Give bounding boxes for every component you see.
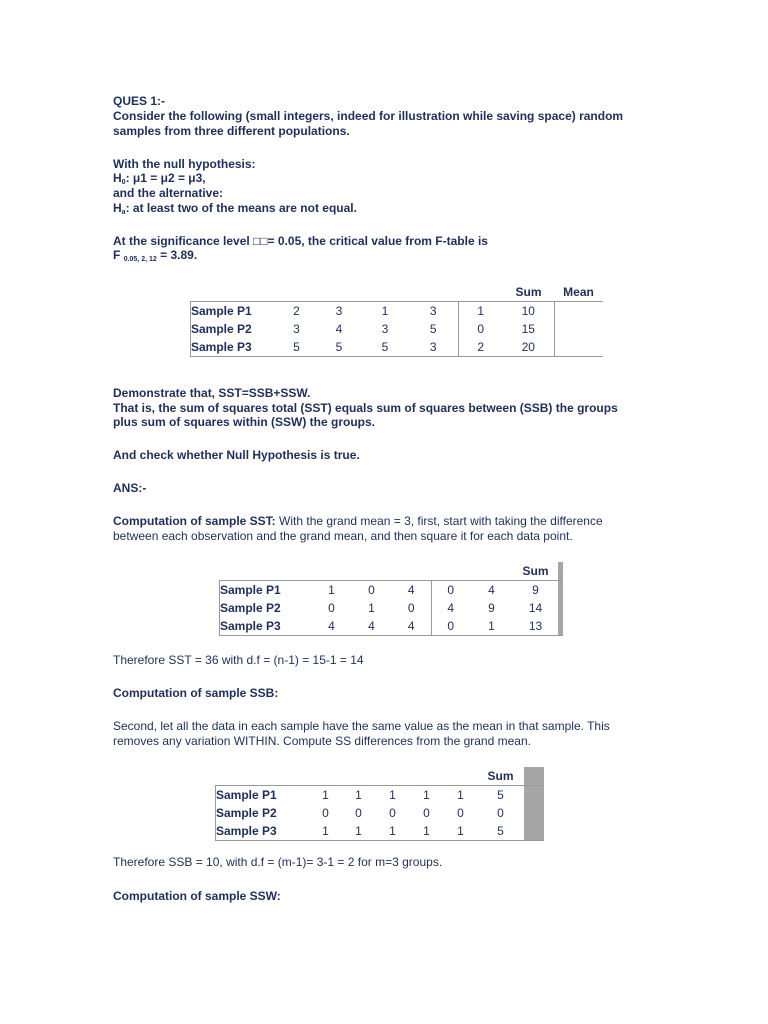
- f-critical-value: F $_{0.05, 2, 12}$ = 3.89.: [113, 248, 198, 263]
- table-row: [216, 786, 544, 805]
- sst-heading: Computation of sample SST:: [113, 514, 276, 528]
- ssb-result: Therefore SSB = 10, with d.f = (m-1)= 3-1 = 2 for m=3 groups.: [113, 855, 443, 869]
- cell-value: 4: [407, 619, 415, 633]
- row-label: Sample P3: [216, 822, 310, 841]
- ssb-paragraph-line-2: removes any variation WITHIN. Compute SS differences from the grand mean.: [113, 734, 531, 748]
- table-row: [220, 581, 563, 600]
- cell-value: 3: [429, 340, 437, 354]
- cell-value: 3: [335, 304, 343, 318]
- cell-value: 1: [355, 824, 362, 838]
- cell-value: 4: [368, 619, 375, 633]
- row-label: Sample P2: [191, 320, 277, 338]
- sum-header: Sum: [487, 769, 514, 783]
- cell-value: 0: [328, 601, 335, 615]
- row-label: Sample P3: [191, 338, 277, 357]
- cell-value: 3: [429, 304, 437, 318]
- cell-value: 1: [457, 824, 464, 838]
- null-hypothesis: $H_0$: μ1 = μ2 = μ3,: [113, 171, 206, 186]
- cell-value: 2: [293, 304, 300, 318]
- sum-value: 14: [528, 601, 543, 615]
- table-row: [191, 338, 603, 357]
- that-is-line-2: plus sum of squares within (SSW) the groups.: [113, 415, 376, 429]
- table-header-row: [220, 562, 563, 581]
- table-row: [216, 804, 544, 822]
- sum-value: 5: [497, 788, 504, 802]
- cell-value: 0: [368, 583, 375, 597]
- cell-value: 0: [459, 320, 503, 338]
- sum-value: 5: [497, 824, 504, 838]
- table-row: [191, 302, 603, 321]
- row-label: Sample P3: [220, 617, 312, 636]
- sum-value: 20: [503, 338, 555, 357]
- mean-value: [555, 338, 603, 357]
- cell-value: 0: [432, 581, 470, 600]
- ssw-heading: Computation of sample SSW:: [113, 889, 281, 903]
- cell-value: 3: [381, 322, 389, 336]
- cell-value: 3: [293, 322, 300, 336]
- row-label: Sample P1: [191, 302, 277, 321]
- cell-value: 1: [488, 619, 495, 633]
- cell-value: 1: [368, 601, 375, 615]
- sum-value: 9: [532, 583, 539, 597]
- table-header-row: [216, 767, 544, 786]
- cell-value: 1: [389, 788, 396, 802]
- cell-value: 5: [429, 322, 437, 336]
- sst-table: [219, 562, 563, 636]
- cell-value: 0: [457, 806, 464, 820]
- cell-value: 4: [407, 583, 415, 597]
- sst-paragraph-line-2: between each observation and the grand mean, and then square it for each data point.: [113, 529, 573, 543]
- sum-value: 0: [497, 806, 504, 820]
- cell-value: 1: [322, 788, 329, 802]
- cell-value: 1: [328, 583, 335, 597]
- cell-value: 1: [423, 824, 430, 838]
- sum-header: Sum: [515, 284, 542, 299]
- demonstrate-line: Demonstrate that, SST=SSB+SSW.: [113, 386, 311, 400]
- table-row: [191, 320, 603, 338]
- mean-value: [555, 320, 603, 338]
- cell-value: 1: [389, 824, 396, 838]
- cell-value: 4: [335, 322, 343, 336]
- cell-value: 4: [488, 583, 495, 597]
- cell-value: 0: [407, 601, 415, 615]
- cell-value: 5: [293, 340, 300, 354]
- sum-value: 10: [503, 302, 555, 321]
- intro-line-2: samples from three different populations.: [113, 124, 350, 138]
- mean-header: Mean: [563, 284, 594, 299]
- intro-line-1: Consider the following (small integers, indeed for illustration while saving space) random: [113, 109, 624, 123]
- ssb-paragraph-line-1: Second, let all the data in each sample have the same value as the mean in that sample. This: [113, 719, 610, 733]
- sst-result: Therefore SST = 36 with d.f = (n-1) = 15-1 = 14: [113, 653, 364, 667]
- sum-value: 15: [503, 320, 555, 338]
- table-header-row: [191, 283, 603, 302]
- ssb-heading: Computation of sample SSB:: [113, 686, 279, 700]
- check-line: And check whether Null Hypothesis is true.: [113, 448, 360, 462]
- question-heading: QUES 1:-: [113, 94, 166, 108]
- samples-table: [190, 282, 603, 357]
- cell-value: 4: [328, 619, 335, 633]
- cell-value: 1: [381, 304, 389, 318]
- alternative-intro: and the alternative:: [113, 186, 224, 200]
- cell-value: 4: [432, 599, 470, 617]
- cell-value: 5: [335, 340, 343, 354]
- cell-value: 0: [389, 806, 396, 820]
- ssb-table: [215, 767, 544, 841]
- row-label: Sample P2: [216, 804, 310, 822]
- that-is-line-1: That is, the sum of squares total (SST) equals sum of squares between (SSB) the groups: [113, 401, 618, 415]
- row-label: Sample P2: [220, 599, 312, 617]
- sum-header: Sum: [522, 564, 549, 578]
- row-label: Sample P1: [220, 581, 312, 600]
- table-row: [220, 617, 563, 636]
- cell-value: 1: [423, 788, 430, 802]
- cell-value: 0: [322, 806, 329, 820]
- cell-value: 1: [355, 788, 362, 802]
- cell-value: 1: [457, 788, 464, 802]
- cell-value: 1: [322, 824, 329, 838]
- cell-value: 0: [423, 806, 430, 820]
- alternative-hypothesis: $H_a$: at least two of the means are not equal.: [113, 201, 357, 216]
- sst-paragraph-line-1: Computation of sample SST: With the grand mean = 3, first, start with taking the difference: [113, 514, 603, 528]
- cell-value: 9: [488, 601, 495, 615]
- cell-value: 1: [459, 302, 503, 321]
- sum-value: 13: [528, 619, 543, 633]
- mean-value: [555, 302, 603, 321]
- row-label: Sample P1: [216, 786, 310, 805]
- cell-value: 0: [432, 617, 470, 636]
- table-row: [216, 822, 544, 841]
- cell-value: 0: [355, 806, 362, 820]
- table-row: [220, 599, 563, 617]
- answer-heading: ANS:-: [113, 481, 147, 495]
- significance-line: At the significance level □□= 0.05, the critical value from F-table is: [113, 234, 488, 248]
- cell-value: 2: [459, 338, 503, 357]
- null-hypothesis-intro: With the null hypothesis:: [113, 157, 256, 171]
- cell-value: 5: [381, 340, 389, 354]
